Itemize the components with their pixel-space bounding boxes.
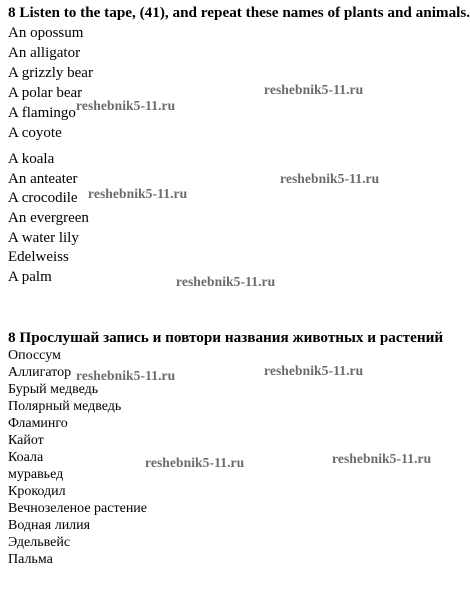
russian-item: Эдельвейс	[8, 535, 71, 550]
russian-item: Коала	[8, 450, 44, 465]
russian-item: Полярный медведь	[8, 399, 122, 414]
russian-item: муравьед	[8, 467, 64, 482]
english-item: A palm	[8, 269, 52, 285]
english-item: An anteater	[8, 171, 78, 187]
watermark: reshebnik5-11.ru	[88, 186, 188, 201]
watermark: reshebnik5-11.ru	[145, 455, 245, 470]
watermark: reshebnik5-11.ru	[332, 451, 432, 466]
english-item: A polar bear	[8, 85, 83, 101]
english-heading: 8 Listen to the tape, (41), and repeat these names of plants and animals.	[8, 4, 470, 21]
russian-item: Крокодил	[8, 484, 66, 499]
russian-item: Бурый медведь	[8, 382, 99, 397]
russian-heading: 8 Прослушай запись и повтори названия животных и растений	[8, 329, 444, 346]
english-item: A grizzly bear	[8, 65, 93, 81]
english-item: A flamingo	[8, 105, 76, 121]
russian-item: Фламинго	[8, 416, 68, 431]
english-item: An evergreen	[8, 210, 89, 226]
english-item: A coyote	[8, 125, 62, 141]
english-item: An opossum	[8, 25, 84, 41]
russian-item: Кайот	[8, 433, 44, 448]
russian-item: Опоссум	[8, 348, 61, 363]
watermark: reshebnik5-11.ru	[264, 363, 364, 378]
russian-item: Пальма	[8, 552, 53, 567]
watermark: reshebnik5-11.ru	[76, 98, 176, 113]
watermark: reshebnik5-11.ru	[280, 171, 380, 186]
english-item: A crocodile	[8, 190, 78, 206]
english-item: A koala	[8, 151, 55, 167]
english-item: Edelweiss	[8, 249, 69, 265]
russian-item: Аллигатор	[8, 365, 72, 380]
english-item: An alligator	[8, 45, 81, 61]
watermark: reshebnik5-11.ru	[76, 368, 176, 383]
russian-item: Вечнозеленое растение	[8, 501, 148, 516]
english-item: A water lily	[8, 230, 79, 246]
russian-item: Водная лилия	[8, 518, 91, 533]
watermark: reshebnik5-11.ru	[264, 82, 364, 97]
watermark: reshebnik5-11.ru	[176, 274, 276, 289]
